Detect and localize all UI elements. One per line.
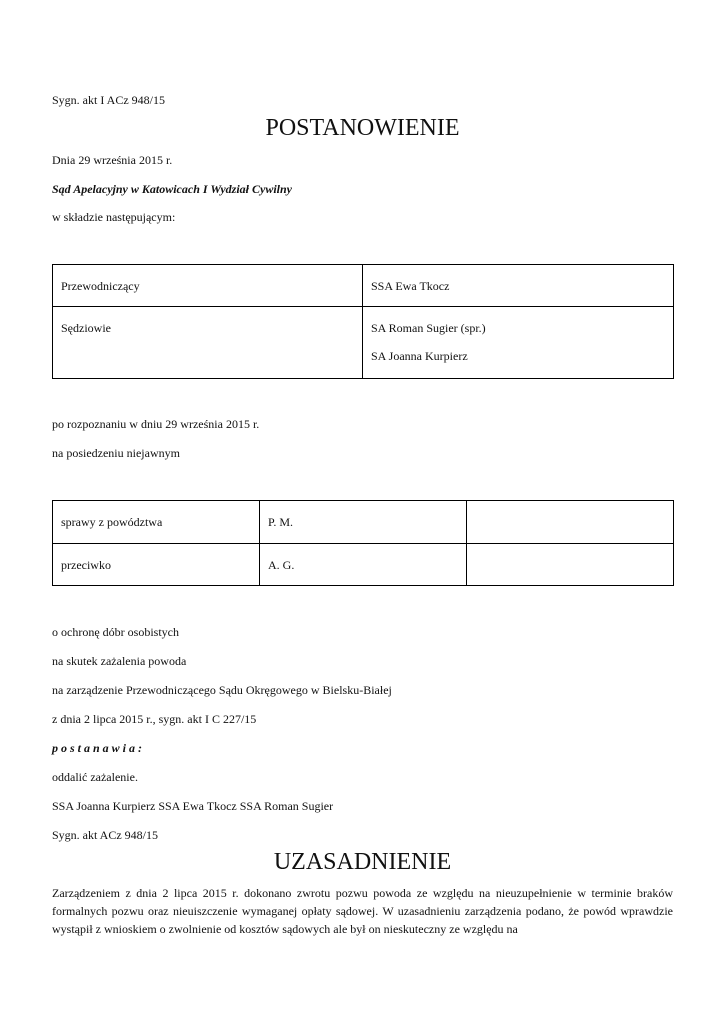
decision-date: Dnia 29 września 2015 r. <box>52 153 173 167</box>
case-reference: Sygn. akt I ACz 948/15 <box>52 93 165 107</box>
bench-row-presiding <box>53 265 674 307</box>
case-reference-bottom: Sygn. akt ACz 948/15 <box>52 828 159 842</box>
justification-title: UZASADNIENIE <box>273 849 452 875</box>
defendant-label: przeciwko <box>53 544 260 586</box>
defendant-value: A. G. <box>260 544 467 586</box>
presiding-label: Przewodniczący <box>53 265 363 307</box>
session-line: na posiedzeniu niejawnym <box>52 446 180 460</box>
court-name: Sąd Apelacyjny w Katowicach I Wydział Cywilny <box>52 182 293 196</box>
empty-cell <box>467 544 674 586</box>
parties-row-plaintiff <box>53 501 674 544</box>
composition-intro: w składzie następującym: <box>52 210 176 224</box>
order-line: na zarządzenie Przewodniczącego Sądu Okręgowego w Bielsku-Białej <box>52 683 392 697</box>
bench-table <box>52 264 674 379</box>
document-title: POSTANOWIENIE <box>265 115 460 141</box>
judges-list <box>363 307 674 379</box>
justification-paragraph: Zarządzeniem z dnia 2 lipca 2015 r. dokonano zwrotu pozwu powoda ze względu na nieuzupełnienie w terminie braków formalnych pozwu oraz nieuiszczenie wymaganej opłaty sądowej. W uzasadnieniu zarządzenia podano, że powód wprawdzie wystąpił z wnioskiem o zwolnienie od kosztów sądowych ale był on nieskuteczny ze względu na <box>52 886 673 936</box>
signatures: SSA Joanna Kurpierz SSA Ewa Tkocz SSA Roman Sugier <box>52 799 334 813</box>
empty-cell <box>467 501 674 544</box>
complaint-line: na skutek zażalenia powoda <box>52 654 187 668</box>
parties-table <box>52 500 674 586</box>
bench-row-judges <box>53 307 674 379</box>
judge-name: SA Joanna Kurpierz <box>371 349 468 363</box>
subject-line: o ochronę dóbr osobistych <box>52 625 179 639</box>
decision-text: oddalić zażalenie. <box>52 770 138 784</box>
plaintiff-value: P. M. <box>260 501 467 544</box>
judge-name: SA Roman Sugier (spr.) <box>371 321 486 335</box>
parties-row-defendant <box>53 544 674 586</box>
presiding-value: SSA Ewa Tkocz <box>363 265 674 307</box>
judges-label: Sędziowie <box>53 307 363 379</box>
plaintiff-label: sprawy z powództwa <box>53 501 260 544</box>
decision-keyword: p o s t a n a w i a : <box>52 741 143 755</box>
hearing-line: po rozpoznaniu w dniu 29 września 2015 r. <box>52 417 260 431</box>
order-date-line: z dnia 2 lipca 2015 r., sygn. akt I C 227/15 <box>52 712 257 726</box>
